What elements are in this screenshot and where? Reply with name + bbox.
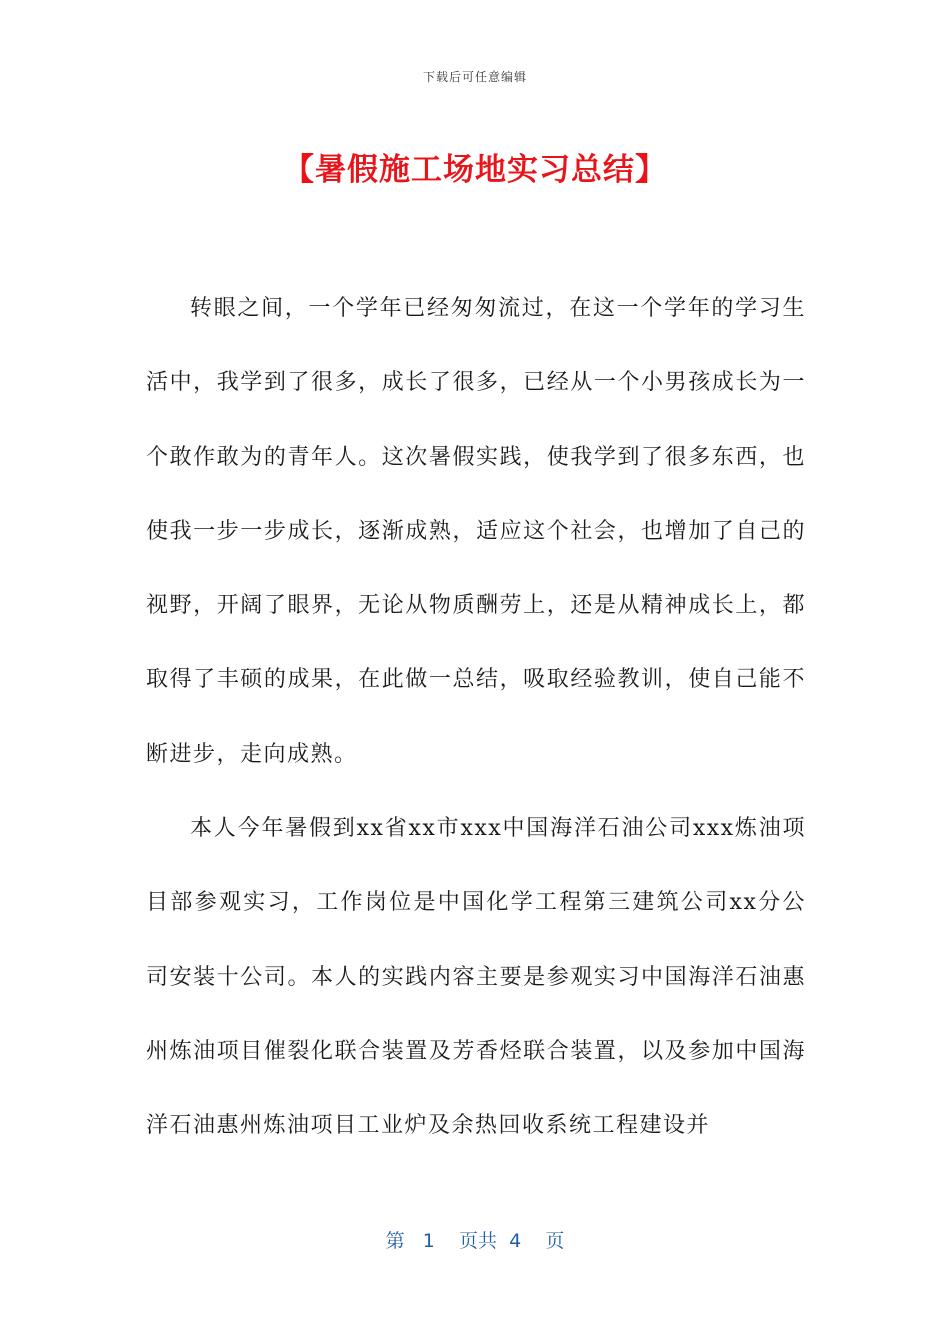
footer-prefix: 第	[385, 1230, 405, 1252]
header-note: 下载后可任意编辑	[422, 70, 527, 84]
document-body	[146, 272, 806, 1164]
footer-middle: 页共	[459, 1230, 498, 1252]
footer-suffix: 页	[545, 1230, 565, 1252]
paragraph-2: 本人今年暑假到xx省xx市xxx中国海洋石油公司xxx炼油项目部参观实习，工作岗位是中国化学工程第三建筑公司xx分公司安装十公司。本人的实践内容主要是参观实习中国海洋石油惠州炼油项目催裂化联合装置及芳香烃联合装置，以及参加中国海洋石油惠州炼油项目工业炉及余热回收系统工程建设并	[146, 816, 806, 1139]
footer-total-pages: 4	[509, 1230, 522, 1252]
page-footer	[0, 1226, 950, 1253]
document-title: 【暑假施工场地实习总结】	[283, 152, 667, 188]
paragraph-1: 转眼之间，一个学年已经匆匆流过，在这一个学年的学习生活中，我学到了很多，成长了很多，已经从一个小男孩成长为一个敢作敢为的青年人。这次暑假实践，使我学到了很多东西，也使我一步一步成长，逐渐成熟，适应这个社会，也增加了自己的视野，开阔了眼界，无论从物质酬劳上，还是从精神成长上，都取得了丰硕的成果，在此做一总结，吸取经验教训，使自己能不断进步，走向成熟。	[146, 296, 806, 767]
footer-current-page: 1	[422, 1230, 435, 1252]
